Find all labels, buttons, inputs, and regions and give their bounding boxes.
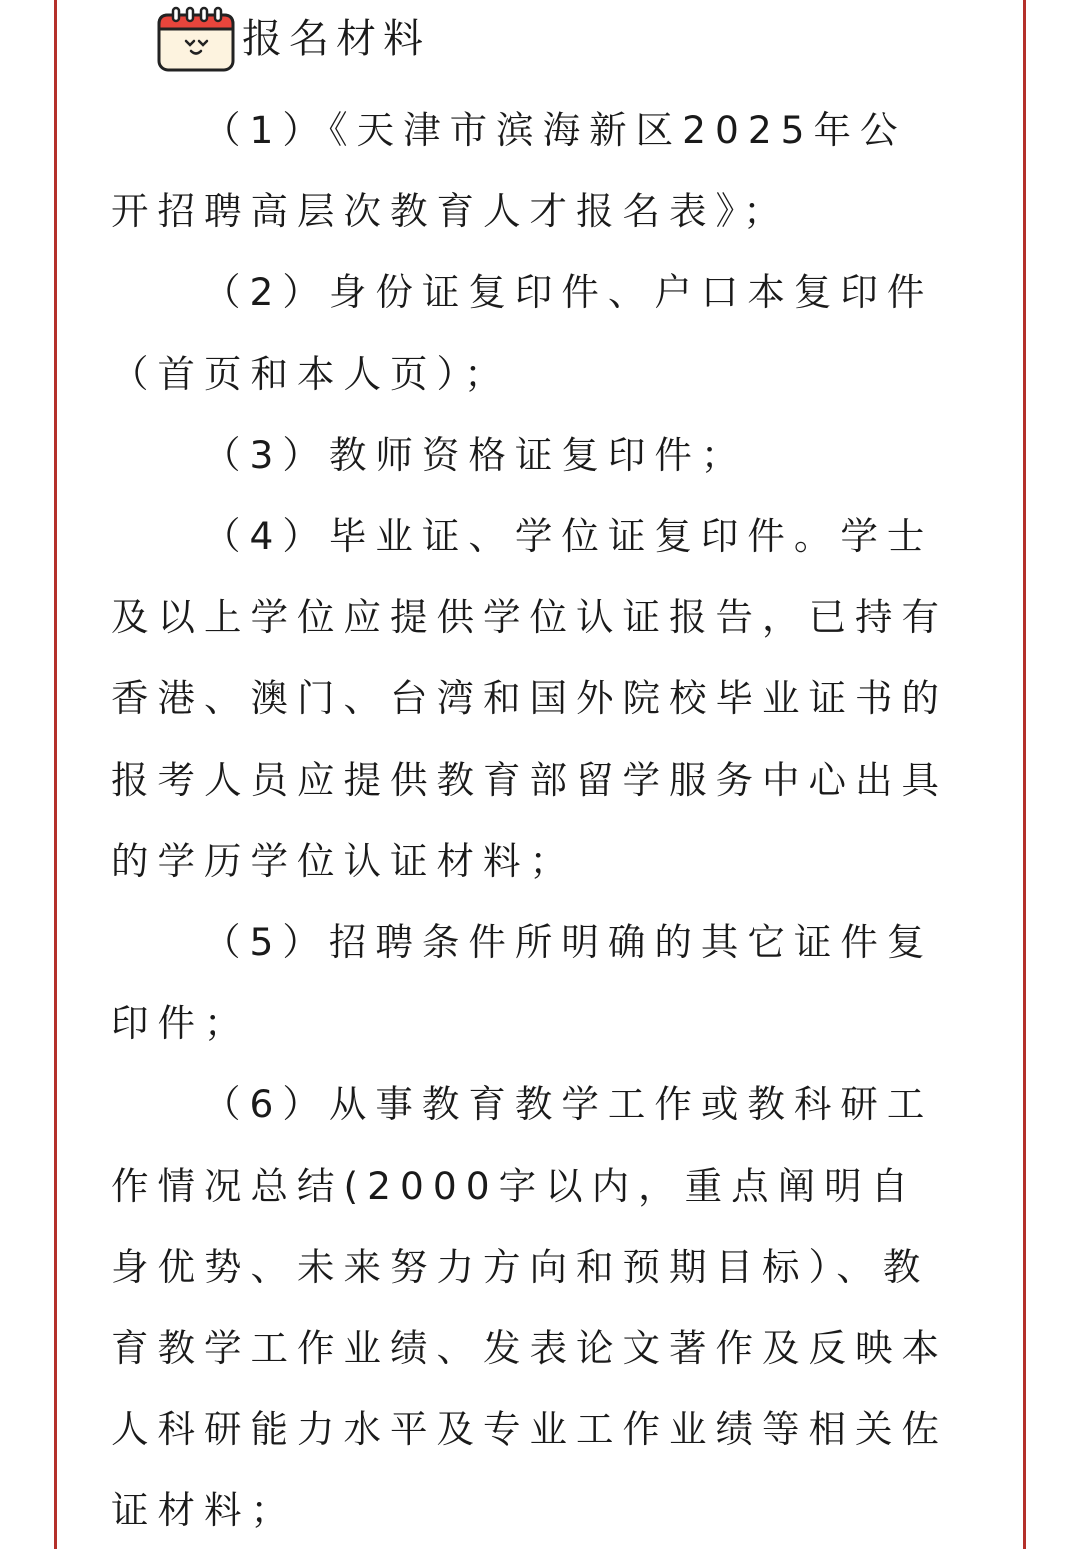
calendar-smile-icon: [156, 5, 236, 73]
list-item: （4）毕业证、学位证复印件。学士及以上学位应提供学位认证报告，已持有香港、澳门、台湾和国外院校毕业证书的报考人员应提供教育部留学服务中心出具的学历学位认证材料；: [111, 514, 948, 883]
list-item: （2）身份证复印件、户口本复印件（首页和本人页）；: [111, 270, 934, 396]
section-heading: [156, 4, 430, 74]
section-title: 报名材料: [242, 16, 430, 62]
list-item: （3）教师资格证复印件；: [203, 432, 748, 477]
list-item: （1）《天津市滨海新区2025年公开招聘高层次教育人才报名表》；: [111, 108, 907, 234]
left-border-line: [54, 0, 57, 1549]
right-border-line: [1023, 0, 1026, 1549]
list-item: （5）招聘条件所明确的其它证件复印件；: [111, 920, 934, 1046]
list-item: （6）从事教育教学工作或教科研工作情况总结(2000字以内，重点阐明自身优势、未来努力方向和预期目标）、教育教学工作业绩、发表论文著作及反映本人科研能力水平及专业工作业绩等相关佐证材料；: [111, 1082, 948, 1533]
materials-list: [111, 90, 949, 1549]
